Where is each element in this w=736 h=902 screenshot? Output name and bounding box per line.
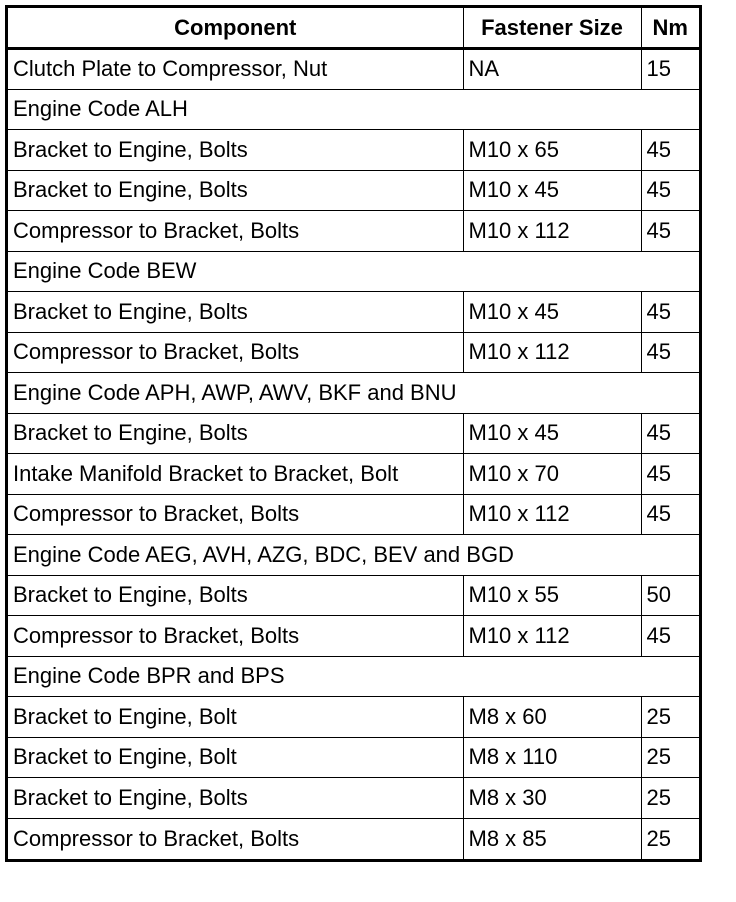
cell-component: Compressor to Bracket, Bolts — [8, 494, 463, 535]
cell-nm: 25 — [641, 697, 699, 738]
torque-spec-table — [8, 8, 699, 859]
cell-fastener-size: NA — [463, 49, 641, 90]
cell-fastener-size: M10 x 45 — [463, 292, 641, 333]
table-body — [8, 49, 699, 859]
cell-component: Compressor to Bracket, Bolts — [8, 616, 463, 657]
section-label: Engine Code AEG, AVH, AZG, BDC, BEV and BGD — [8, 535, 699, 576]
table-row — [8, 332, 699, 373]
section-row — [8, 251, 699, 292]
cell-fastener-size: M10 x 55 — [463, 575, 641, 616]
cell-fastener-size: M10 x 45 — [463, 170, 641, 211]
table-row — [8, 818, 699, 859]
cell-component: Bracket to Engine, Bolts — [8, 130, 463, 171]
cell-component: Bracket to Engine, Bolts — [8, 778, 463, 819]
cell-component: Bracket to Engine, Bolts — [8, 575, 463, 616]
header-fastener-size: Fastener Size — [463, 8, 641, 49]
table-header-row — [8, 8, 699, 49]
cell-fastener-size: M10 x 65 — [463, 130, 641, 171]
table-row — [8, 454, 699, 495]
cell-nm: 45 — [641, 616, 699, 657]
cell-nm: 50 — [641, 575, 699, 616]
cell-fastener-size: M10 x 70 — [463, 454, 641, 495]
cell-nm: 45 — [641, 211, 699, 252]
cell-fastener-size: M8 x 60 — [463, 697, 641, 738]
cell-fastener-size: M8 x 30 — [463, 778, 641, 819]
cell-fastener-size: M10 x 112 — [463, 332, 641, 373]
table-row — [8, 697, 699, 738]
table-row — [8, 575, 699, 616]
section-row — [8, 656, 699, 697]
cell-nm: 45 — [641, 130, 699, 171]
cell-nm: 45 — [641, 170, 699, 211]
table-row — [8, 130, 699, 171]
cell-component: Bracket to Engine, Bolts — [8, 292, 463, 333]
cell-nm: 15 — [641, 49, 699, 90]
table-row — [8, 170, 699, 211]
cell-component: Compressor to Bracket, Bolts — [8, 818, 463, 859]
table-row — [8, 616, 699, 657]
table-row — [8, 292, 699, 333]
cell-nm: 45 — [641, 454, 699, 495]
header-nm: Nm — [641, 8, 699, 49]
section-row — [8, 89, 699, 130]
cell-nm: 25 — [641, 778, 699, 819]
header-component: Component — [8, 8, 463, 49]
cell-fastener-size: M8 x 110 — [463, 737, 641, 778]
cell-fastener-size: M10 x 112 — [463, 211, 641, 252]
section-label: Engine Code BPR and BPS — [8, 656, 699, 697]
cell-component: Compressor to Bracket, Bolts — [8, 211, 463, 252]
cell-nm: 45 — [641, 292, 699, 333]
cell-component: Intake Manifold Bracket to Bracket, Bolt — [8, 454, 463, 495]
cell-nm: 45 — [641, 494, 699, 535]
table-row — [8, 49, 699, 90]
cell-component: Bracket to Engine, Bolt — [8, 737, 463, 778]
table-row — [8, 737, 699, 778]
cell-fastener-size: M10 x 112 — [463, 494, 641, 535]
table-row — [8, 494, 699, 535]
cell-component: Bracket to Engine, Bolts — [8, 413, 463, 454]
table-row — [8, 211, 699, 252]
table-row — [8, 778, 699, 819]
cell-fastener-size: M10 x 112 — [463, 616, 641, 657]
section-label: Engine Code ALH — [8, 89, 699, 130]
cell-nm: 25 — [641, 737, 699, 778]
section-label: Engine Code BEW — [8, 251, 699, 292]
cell-component: Bracket to Engine, Bolts — [8, 170, 463, 211]
torque-spec-table-frame — [5, 5, 702, 862]
section-row — [8, 373, 699, 414]
table-row — [8, 413, 699, 454]
section-label: Engine Code APH, AWP, AWV, BKF and BNU — [8, 373, 699, 414]
cell-component: Clutch Plate to Compressor, Nut — [8, 49, 463, 90]
cell-component: Bracket to Engine, Bolt — [8, 697, 463, 738]
cell-nm: 25 — [641, 818, 699, 859]
section-row — [8, 535, 699, 576]
cell-fastener-size: M8 x 85 — [463, 818, 641, 859]
cell-component: Compressor to Bracket, Bolts — [8, 332, 463, 373]
cell-nm: 45 — [641, 413, 699, 454]
cell-nm: 45 — [641, 332, 699, 373]
cell-fastener-size: M10 x 45 — [463, 413, 641, 454]
